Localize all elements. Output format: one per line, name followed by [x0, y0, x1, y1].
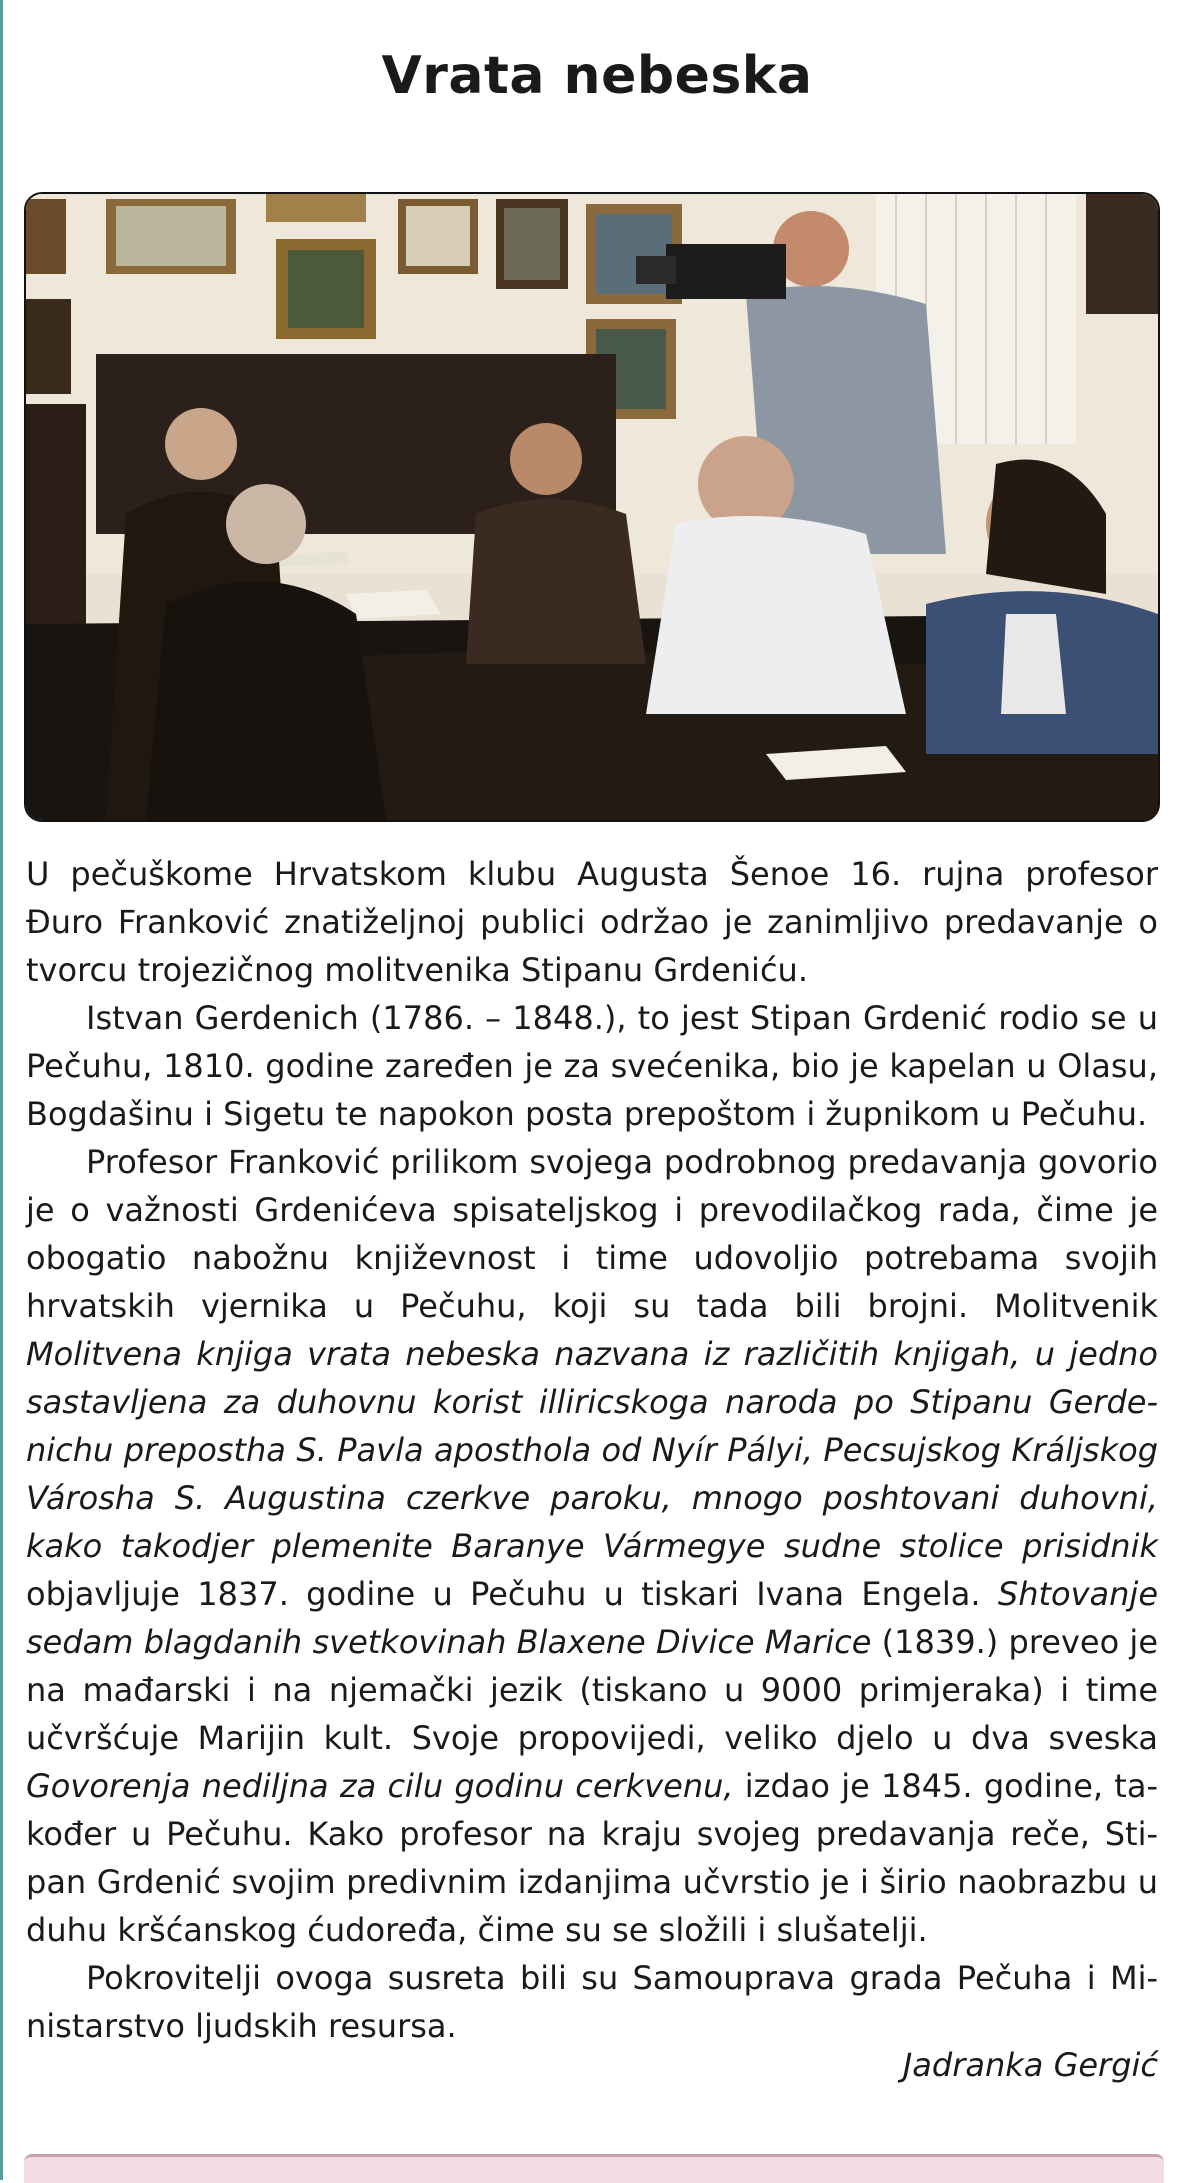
book-title-molitvena-knjiga: Molitvena knjiga vrata nebeska nazvana iz različitih knjigah, u jedno sastavljena za duhovnu korist illiricskoga naroda po Stipanu Gerdenichu prepostha S. Pavla aposthola od Nyír Pályi, Pecsujskog Králjskog Városha S. Augustina czerkve paroku, mnogo poshtovani duhovni, kako takodjer plemenite Baranye Vármegye sudne stolice prisidnik — [26, 1335, 1158, 1565]
bottom-decorative-band — [24, 2154, 1164, 2183]
book-title-govorenja: Govorenja nediljna za cilu godinu cerkvenu, — [26, 1767, 734, 1805]
paragraph-sponsors: Pokrovitelji ovoga susreta bili su Samouprava grada Pečuha i Ministarstvo ljudskih resursa. — [26, 1959, 1158, 2045]
event-photo — [24, 192, 1160, 822]
book-title-shtovanje: Shtovanje sedam blagdanih svetkovinah Blaxene Divice Marice — [26, 1575, 1158, 1661]
paragraph-lecture-text-2: objavljuje 1837. godine u Pečuhu u tiskari Ivana Engela. — [26, 1575, 998, 1613]
left-margin-rule — [0, 0, 3, 2180]
author-byline: Jadranka Gergić — [902, 2046, 1158, 2084]
paragraph-lecture-text-4: izdao je 1845. godine, također u Pečuhu. Kako profesor na kraju svojeg predavanja reče, Stipan Grdenić svojim predivnim izdanjima učvrstio je i širio naobrazbu u duhu kršćanskog ćudoređa, čime su se složili i slušatelji. — [26, 1767, 1159, 1949]
article-body — [26, 850, 1158, 2050]
paragraph-lecture-text-3: (1839.) preveo je na mađarski i na njemački jezik (tiskano u 9000 primjeraka) i time učvršćuje Marijin kult. Svoje propovijedi, veliko djelo u dva sveska — [26, 1623, 1159, 1757]
paragraph-biography: Istvan Gerdenich (1786. – 1848.), to jest Stipan Grdenić rodio se u Pečuhu, 1810. godine zaređen je za svećenika, bio je kapelan u Olasu, Bogdašinu i Sigetu te napokon posta prepoštom i župnikom u Pečuhu. — [26, 999, 1158, 1133]
article-title: Vrata nebeska — [381, 46, 813, 106]
paragraph-lecture — [26, 1138, 1158, 1954]
paragraph-intro: U pečuškome Hrvatskom klubu Augusta Šenoe 16. rujna profesor Đuro Franković znatiželjnoj publici održao je zanimljivo predavanje o tvorcu trojezičnog molitvenika Stipanu Grdeniću. — [26, 855, 1158, 989]
paragraph-lecture-text-1: Profesor Franković prilikom svojega podrobnog predavanja govorio je o važnosti Grdenićeva spisateljskog i prevodilačkog rada, čime je obogatio nabožnu književnost i time udovoljio potrebama svojih hrvatskih vjernika u Pečuhu, koji su tada bili brojni. Molitvenik — [26, 1143, 1158, 1325]
event-photo-illustration — [26, 194, 1158, 820]
